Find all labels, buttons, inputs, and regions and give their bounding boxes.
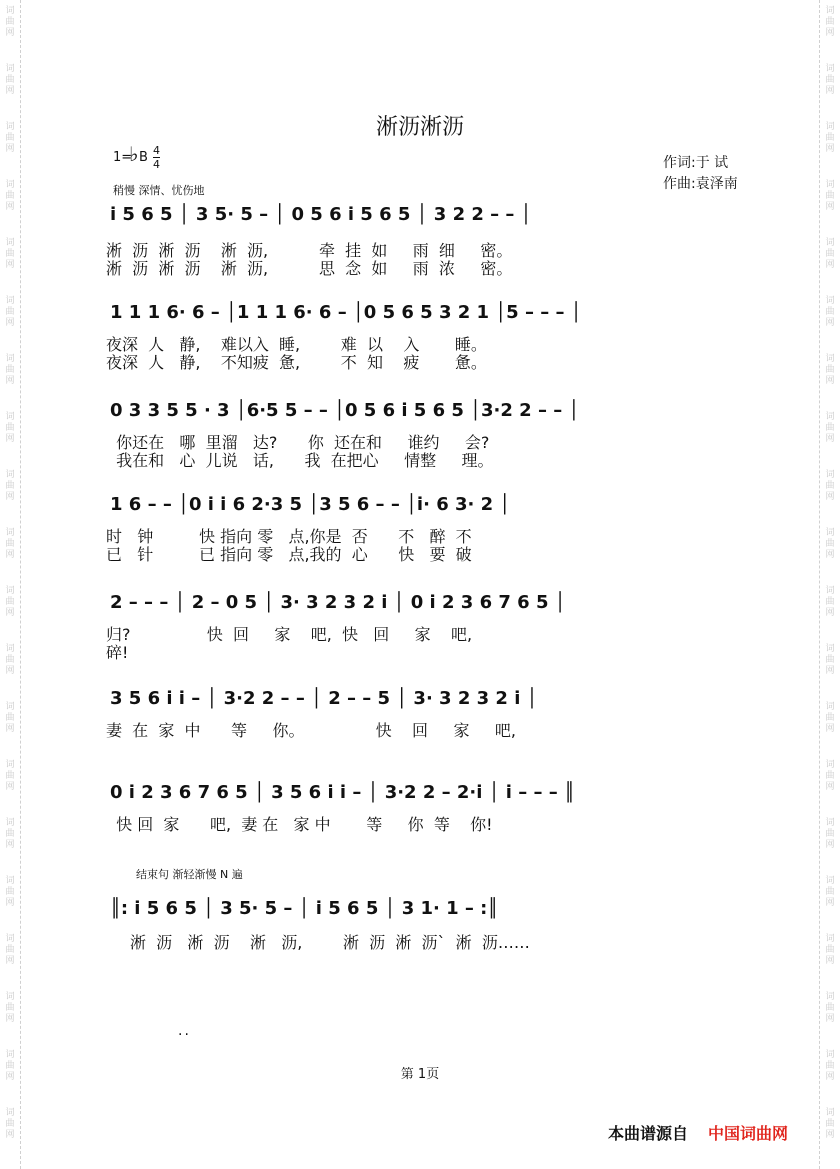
watermark-text: 词曲网 [825,354,835,386]
key-prefix: 1= [113,150,133,165]
watermark-text: 词曲网 [825,1108,835,1140]
score-line-5-lyrics-2: 碎! [106,643,129,662]
watermark-text: 词曲网 [825,818,835,850]
watermark-text: 词曲网 [825,122,835,154]
watermark-text: 词曲网 [825,586,835,618]
watermark-text: 词曲网 [825,180,835,212]
watermark-text: 词曲网 [5,528,15,560]
watermark-text: 词曲网 [5,702,15,734]
watermark-text: 词曲网 [5,586,15,618]
watermark-text: 词曲网 [825,412,835,444]
watermark-text: 词曲网 [825,760,835,792]
score-line-2-notes: 1 1 1 6· 6 – │1 1 1 6· 6 – │0 5 6 5 3 2 1 │5 – – – │ [110,302,582,323]
flat-icon: ♭ [129,142,139,166]
score-line-6-lyrics-1: 妻 在 家 中 等 你。 快 回 家 吧, [106,721,516,740]
key-note: B [139,150,148,165]
trailing-dots: .. [178,1023,191,1039]
source-label: 本曲谱源自 [608,1124,689,1143]
source-credit [608,1121,788,1144]
time-signature [153,144,160,171]
watermark-text: 词曲网 [5,934,15,966]
page-number: 第 1页 [400,1067,440,1082]
watermark-text: 词曲网 [5,818,15,850]
watermark-text: 词曲网 [5,238,15,270]
time-bottom: 4 [153,158,160,171]
watermark-text: 词曲网 [5,6,15,38]
watermark-text: 词曲网 [825,64,835,96]
source-brand[interactable]: 中国词曲网 [708,1124,789,1143]
watermark-text: 词曲网 [825,238,835,270]
watermark-text: 词曲网 [5,876,15,908]
watermark-text: 词曲网 [5,180,15,212]
watermark-text: 词曲网 [825,992,835,1024]
watermark-text: 词曲网 [825,644,835,676]
ending-notes: ║: i̇ 5 6 5 │ 3 5· 5 – │ i̇ 5 6 5 │ 3 1· 1 – :║ [110,898,499,919]
score-line-1-lyrics-1: 淅 沥 淅 沥 淅 沥, 牵 挂 如 雨 细 密。 [106,241,513,260]
composer-credit: 作曲:袁泽南 [663,176,738,192]
ending-lyrics: 淅 沥 淅 沥 淅 沥, 淅 沥 淅 沥` 淅 沥…… [130,933,530,952]
watermark-text: 词曲网 [5,1050,15,1082]
watermark-text: 词曲网 [825,296,835,328]
watermark-text: 词曲网 [5,1108,15,1140]
watermark-text: 词曲网 [825,528,835,560]
ending-label: 结束句 渐轻渐慢 N 遍 [136,868,243,881]
watermark-text: 词曲网 [5,64,15,96]
watermark-text: 词曲网 [5,296,15,328]
score-line-4-lyrics-1: 时 钟 快 指向 零 点,你是 否 不 醉 不 [106,527,472,546]
song-title: 淅沥淅沥 [375,115,464,140]
score-line-4-notes: 1 6 – – │0 i̇ i̇ 6 2·3 5 │3 5 6 – – │i̇· 6 3· 2 │ [110,494,511,515]
score-line-3-notes: 0 3 3 5 5 · 3 │6·5 5 – – │0 5 6 i̇ 5 6 5 │3·2 2 – – │ [110,400,580,421]
lyricist-credit: 作词:于 试 [663,155,729,171]
watermark-text: 词曲网 [5,644,15,676]
watermark-text: 词曲网 [5,122,15,154]
watermark-text: 词曲网 [5,412,15,444]
watermark-text: 词曲网 [5,354,15,386]
score-line-3-lyrics-2: 我在和 心 儿说 话, 我 在把心 情整 理。 [106,451,494,470]
score-line-4-lyrics-2: 已 针 已 指向 零 点,我的 心 快 要 破 [106,545,472,564]
watermark-text: 词曲网 [825,1050,835,1082]
watermark-text: 词曲网 [5,760,15,792]
tempo-marking: 稍慢 深情、忧伤地 [113,184,205,197]
score-line-7-lyrics-1: 快 回 家 吧, 妻 在 家 中 等 你 等 你! [106,815,493,834]
score-line-1-lyrics-2: 淅 沥 淅 沥 淅 沥, 思 念 如 雨 浓 密。 [106,259,513,278]
score-line-7-notes: 0 i̇ 2 3 6 7 6 5 │ 3 5 6 i̇ i̇ – │ 3·2 2 – 2·i̇ │ i̇ – – – ║ [110,782,575,803]
score-line-1-notes: i̇ 5 6 5 │ 3 5· 5 – │ 0 5 6 i̇ 5 6 5 │ 3 2 2 – – │ [110,204,532,225]
score-line-5-lyrics-1: 归? 快 回 家 吧, 快 回 家 吧, [106,625,473,644]
score-line-5-notes: 2 – – – │ 2 – 0 5 │ 3· 3 2 3 2 i̇ │ 0 i̇ 2 3 6 7 6 5 │ [110,592,566,613]
score-line-3-lyrics-1: 你还在 哪 里溜 达? 你 还在和 谁约 会? [106,433,490,452]
watermark-text: 词曲网 [825,876,835,908]
watermark-text: 词曲网 [5,992,15,1024]
time-top: 4 [153,144,160,157]
score-line-6-notes: 3 5 6 i̇ i̇ – │ 3·2 2 – – │ 2 – – 5 │ 3· 3 2 3 2 i̇ │ [110,688,538,709]
watermark-text: 词曲网 [825,6,835,38]
watermark-text: 词曲网 [825,934,835,966]
score-line-2-lyrics-1: 夜深 人 静, 难以入 睡, 难 以 入 睡。 [106,335,487,354]
watermark-text: 词曲网 [825,702,835,734]
score-line-2-lyrics-2: 夜深 人 静, 不知疲 惫, 不 知 疲 惫。 [106,353,487,372]
watermark-text: 词曲网 [825,470,835,502]
watermark-text: 词曲网 [5,470,15,502]
key-signature [113,142,160,171]
